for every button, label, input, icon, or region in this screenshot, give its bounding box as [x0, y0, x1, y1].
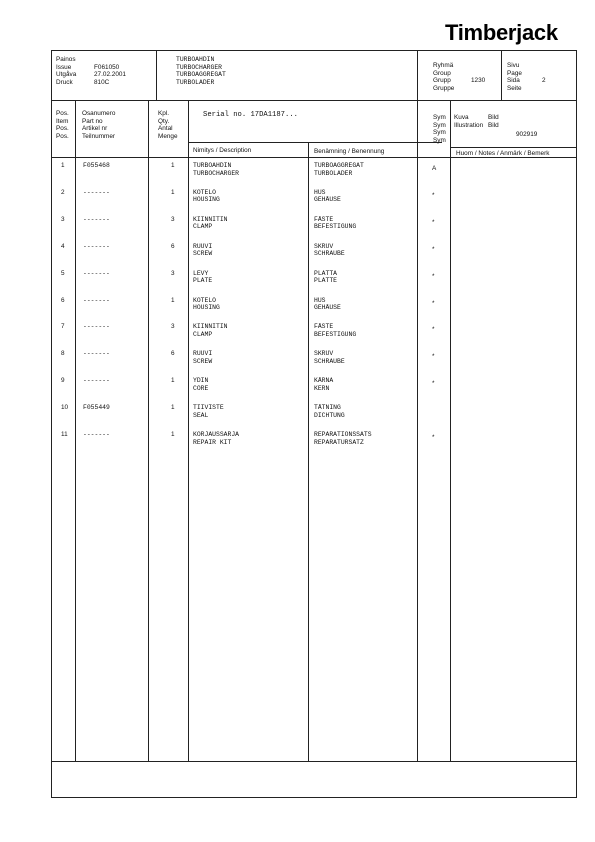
quantity: 1 [171, 296, 175, 304]
part-number: ------- [83, 431, 110, 438]
group-label-de: Gruppe [433, 84, 455, 92]
sym-label-de: Sym [433, 136, 446, 144]
quantity: 1 [171, 377, 175, 385]
table-row [52, 404, 578, 431]
page-label-de: Seite [507, 84, 522, 92]
illustration-number: 902919 [516, 131, 538, 138]
name-swedish: FÄSTE [314, 323, 334, 331]
item-position: 11 [61, 431, 68, 438]
name-english: CLAMP [193, 330, 213, 338]
name-english: HOUSING [193, 304, 220, 312]
table-row [52, 323, 578, 350]
part-number: ------- [83, 323, 110, 331]
sym-label-fi: Sym [433, 114, 446, 121]
name-finnish: RUUVI [193, 350, 213, 358]
name-english: SCREW [193, 250, 213, 258]
item-position: 6 [61, 296, 65, 304]
part-number: ------- [83, 242, 110, 250]
page-label-sv: Sida [507, 77, 520, 85]
name-finnish: RUUVI [193, 242, 213, 250]
qty-label-en: Qty. [158, 117, 170, 125]
name-german: BEFESTIGUNG [314, 223, 357, 231]
illus-label-kuva: Kuva [454, 114, 469, 121]
brand-logo: Timberjack [445, 20, 558, 45]
illus-label-bild-2: Bild [488, 121, 499, 129]
page-title [176, 56, 226, 86]
quantity: 1 [171, 188, 175, 196]
group-label-fi: Ryhmä [433, 62, 454, 69]
item-position: 4 [61, 242, 65, 250]
qty-label-de: Menge [158, 132, 178, 140]
name-english: PLATE [193, 277, 213, 285]
name-german: TURBOLADER [314, 169, 353, 177]
sym-label-sv: Sym [433, 129, 446, 137]
sym-header [433, 114, 446, 144]
quantity: 6 [171, 242, 175, 250]
description-header: Nimitys / Description [193, 147, 252, 154]
name-finnish: KORJAUSSARJA [193, 431, 240, 438]
symbol-mark: * [432, 353, 435, 361]
issue-label-de: Druck [56, 78, 73, 86]
pos-header [56, 110, 69, 140]
issue-labels [56, 56, 76, 86]
item-position: 8 [61, 350, 65, 358]
name-swedish: PLATTA [314, 269, 338, 277]
qty-label-fi: Kpl. [158, 110, 170, 117]
table-row [52, 270, 578, 297]
quantity: 1 [171, 162, 175, 169]
rule-footer-top [52, 761, 576, 762]
symbol-mark: * [432, 434, 435, 441]
part-number: ------- [83, 188, 110, 196]
name-german: GEHÄUSE [314, 196, 341, 204]
name-finnish: TURBOAHDIN [193, 162, 232, 169]
item-position: 9 [61, 377, 65, 385]
issue-date: 27.02.2001 [94, 71, 126, 79]
symbol-mark: * [432, 299, 435, 307]
rule-header-bottom [52, 100, 576, 101]
item-position: 3 [61, 215, 65, 223]
quantity: 3 [171, 215, 175, 223]
item-position: 5 [61, 269, 65, 277]
issue-label-sv: Utgåva [56, 71, 77, 79]
issue-values [94, 64, 126, 87]
name-swedish: FÄSTE [314, 215, 334, 223]
name-english: CORE [193, 384, 209, 392]
part-number: ------- [83, 350, 110, 358]
quantity: 1 [171, 404, 175, 412]
name-finnish: KIINNITIN [193, 323, 228, 331]
name-german: BEFESTIGUNG [314, 330, 357, 338]
page-labels [507, 62, 522, 92]
issue-label-fi: Painos [56, 56, 76, 63]
item-position: 10 [61, 404, 69, 412]
rule-name-headers-top [188, 142, 442, 143]
part-number: F055468 [83, 162, 110, 169]
name-german: REPARATURSATZ [314, 438, 364, 446]
name-finnish: KIINNITIN [193, 215, 228, 223]
title-fi: TURBOAHDIN [176, 56, 215, 63]
title-de: TURBOLADER [176, 78, 215, 86]
part-label-en: Part no [82, 117, 103, 125]
machine-model: 810C [94, 78, 110, 86]
title-en: TURBOCHARGER [176, 63, 223, 71]
name-german: DICHTUNG [314, 411, 345, 419]
illus-label-bild: Bild [488, 114, 499, 121]
rule-header-v2 [417, 51, 418, 100]
part-label-sv: Artikel nr [82, 125, 108, 133]
rule-notes-header-top [450, 147, 576, 148]
rule-header-v3 [501, 51, 502, 100]
quantity: 1 [171, 431, 175, 438]
symbol-mark: * [432, 272, 435, 280]
table-row [52, 216, 578, 243]
name-swedish: REPARATIONSSATS [314, 431, 372, 438]
page-label-fi: Sivu [507, 62, 520, 69]
part-number: ------- [83, 296, 110, 304]
symbol-mark: * [432, 218, 435, 226]
symbol-mark: * [432, 245, 435, 253]
table-row [52, 377, 578, 404]
pos-label-sv: Pos. [56, 125, 69, 133]
notes-header: Huom / Notes / Anmärk / Bemerk [456, 150, 550, 157]
page-label-en: Page [507, 69, 522, 77]
table-row [52, 243, 578, 270]
name-swedish: TURBOAGGREGAT [314, 162, 364, 169]
symbol-mark: A [432, 165, 437, 172]
name-swedish: HUS [314, 296, 326, 304]
table-row [52, 297, 578, 324]
part-number: F055449 [83, 404, 110, 412]
quantity: 3 [171, 269, 175, 277]
serial-number-note: Serial no. 17DA1187... [203, 111, 298, 119]
group-label-en: Group [433, 69, 451, 77]
part-number: ------- [83, 215, 110, 223]
table-row [52, 162, 578, 189]
item-position: 2 [61, 188, 65, 196]
name-finnish: KOTELO [193, 188, 217, 196]
item-position: 1 [61, 162, 65, 169]
name-swedish: SKRUV [314, 242, 334, 250]
part-number: ------- [83, 377, 110, 385]
name-finnish: KOTELO [193, 296, 217, 304]
name-finnish: LEVY [193, 269, 209, 277]
issue-code: F061050 [94, 63, 120, 71]
group-label-sv: Grupp [433, 77, 451, 85]
name-english: REPAIR KIT [193, 438, 232, 446]
symbol-mark: * [432, 191, 435, 199]
name-swedish: TÄTNING [314, 404, 341, 412]
name-finnish: YDIN [193, 377, 209, 385]
pos-label-fi: Pos. [56, 110, 69, 117]
pos-label-de: Pos. [56, 132, 69, 140]
name-german: KERN [314, 384, 330, 392]
name-finnish: TIIVISTE [193, 404, 224, 412]
group-labels [433, 62, 454, 92]
title-sv: TURBOAGGREGAT [176, 71, 226, 79]
page-number: 2 [542, 77, 546, 84]
part-label-fi: Osanumero [82, 110, 116, 117]
quantity: 6 [171, 350, 175, 358]
table-row [52, 189, 578, 216]
name-english: CLAMP [193, 223, 213, 231]
name-swedish: HUS [314, 188, 326, 196]
name-swedish: SKRUV [314, 350, 334, 358]
name-english: SEAL [193, 411, 209, 419]
pos-label-en: Item [56, 117, 69, 125]
table-row [52, 350, 578, 377]
parts-sheet [51, 50, 577, 798]
item-position: 7 [61, 323, 65, 331]
name-german: SCHRAUBE [314, 250, 345, 258]
rule-header-v1 [156, 51, 157, 100]
part-label-de: Teilnummer [82, 132, 116, 140]
benennung-header: Benämning / Benennung [314, 148, 385, 155]
name-german: PLATTE [314, 277, 338, 285]
name-swedish: KÄRNA [314, 377, 334, 385]
part-number: ------- [83, 269, 110, 277]
issue-label-en: Issue [56, 63, 72, 71]
part-no-header [82, 110, 115, 140]
symbol-mark: * [432, 326, 435, 334]
name-german: GEHÄUSE [314, 304, 341, 312]
name-german: SCHRAUBE [314, 357, 345, 365]
sym-label-en: Sym [433, 121, 446, 129]
name-english: TURBOCHARGER [193, 169, 240, 177]
qty-header [158, 110, 178, 140]
table-row [52, 431, 578, 458]
group-number: 1230 [471, 77, 486, 84]
symbol-mark: * [432, 380, 435, 388]
qty-label-sv: Antal [158, 125, 173, 133]
illus-label-illustration: Illustration [454, 121, 484, 129]
name-english: HOUSING [193, 196, 220, 204]
quantity: 3 [171, 323, 175, 331]
name-english: SCREW [193, 357, 213, 365]
